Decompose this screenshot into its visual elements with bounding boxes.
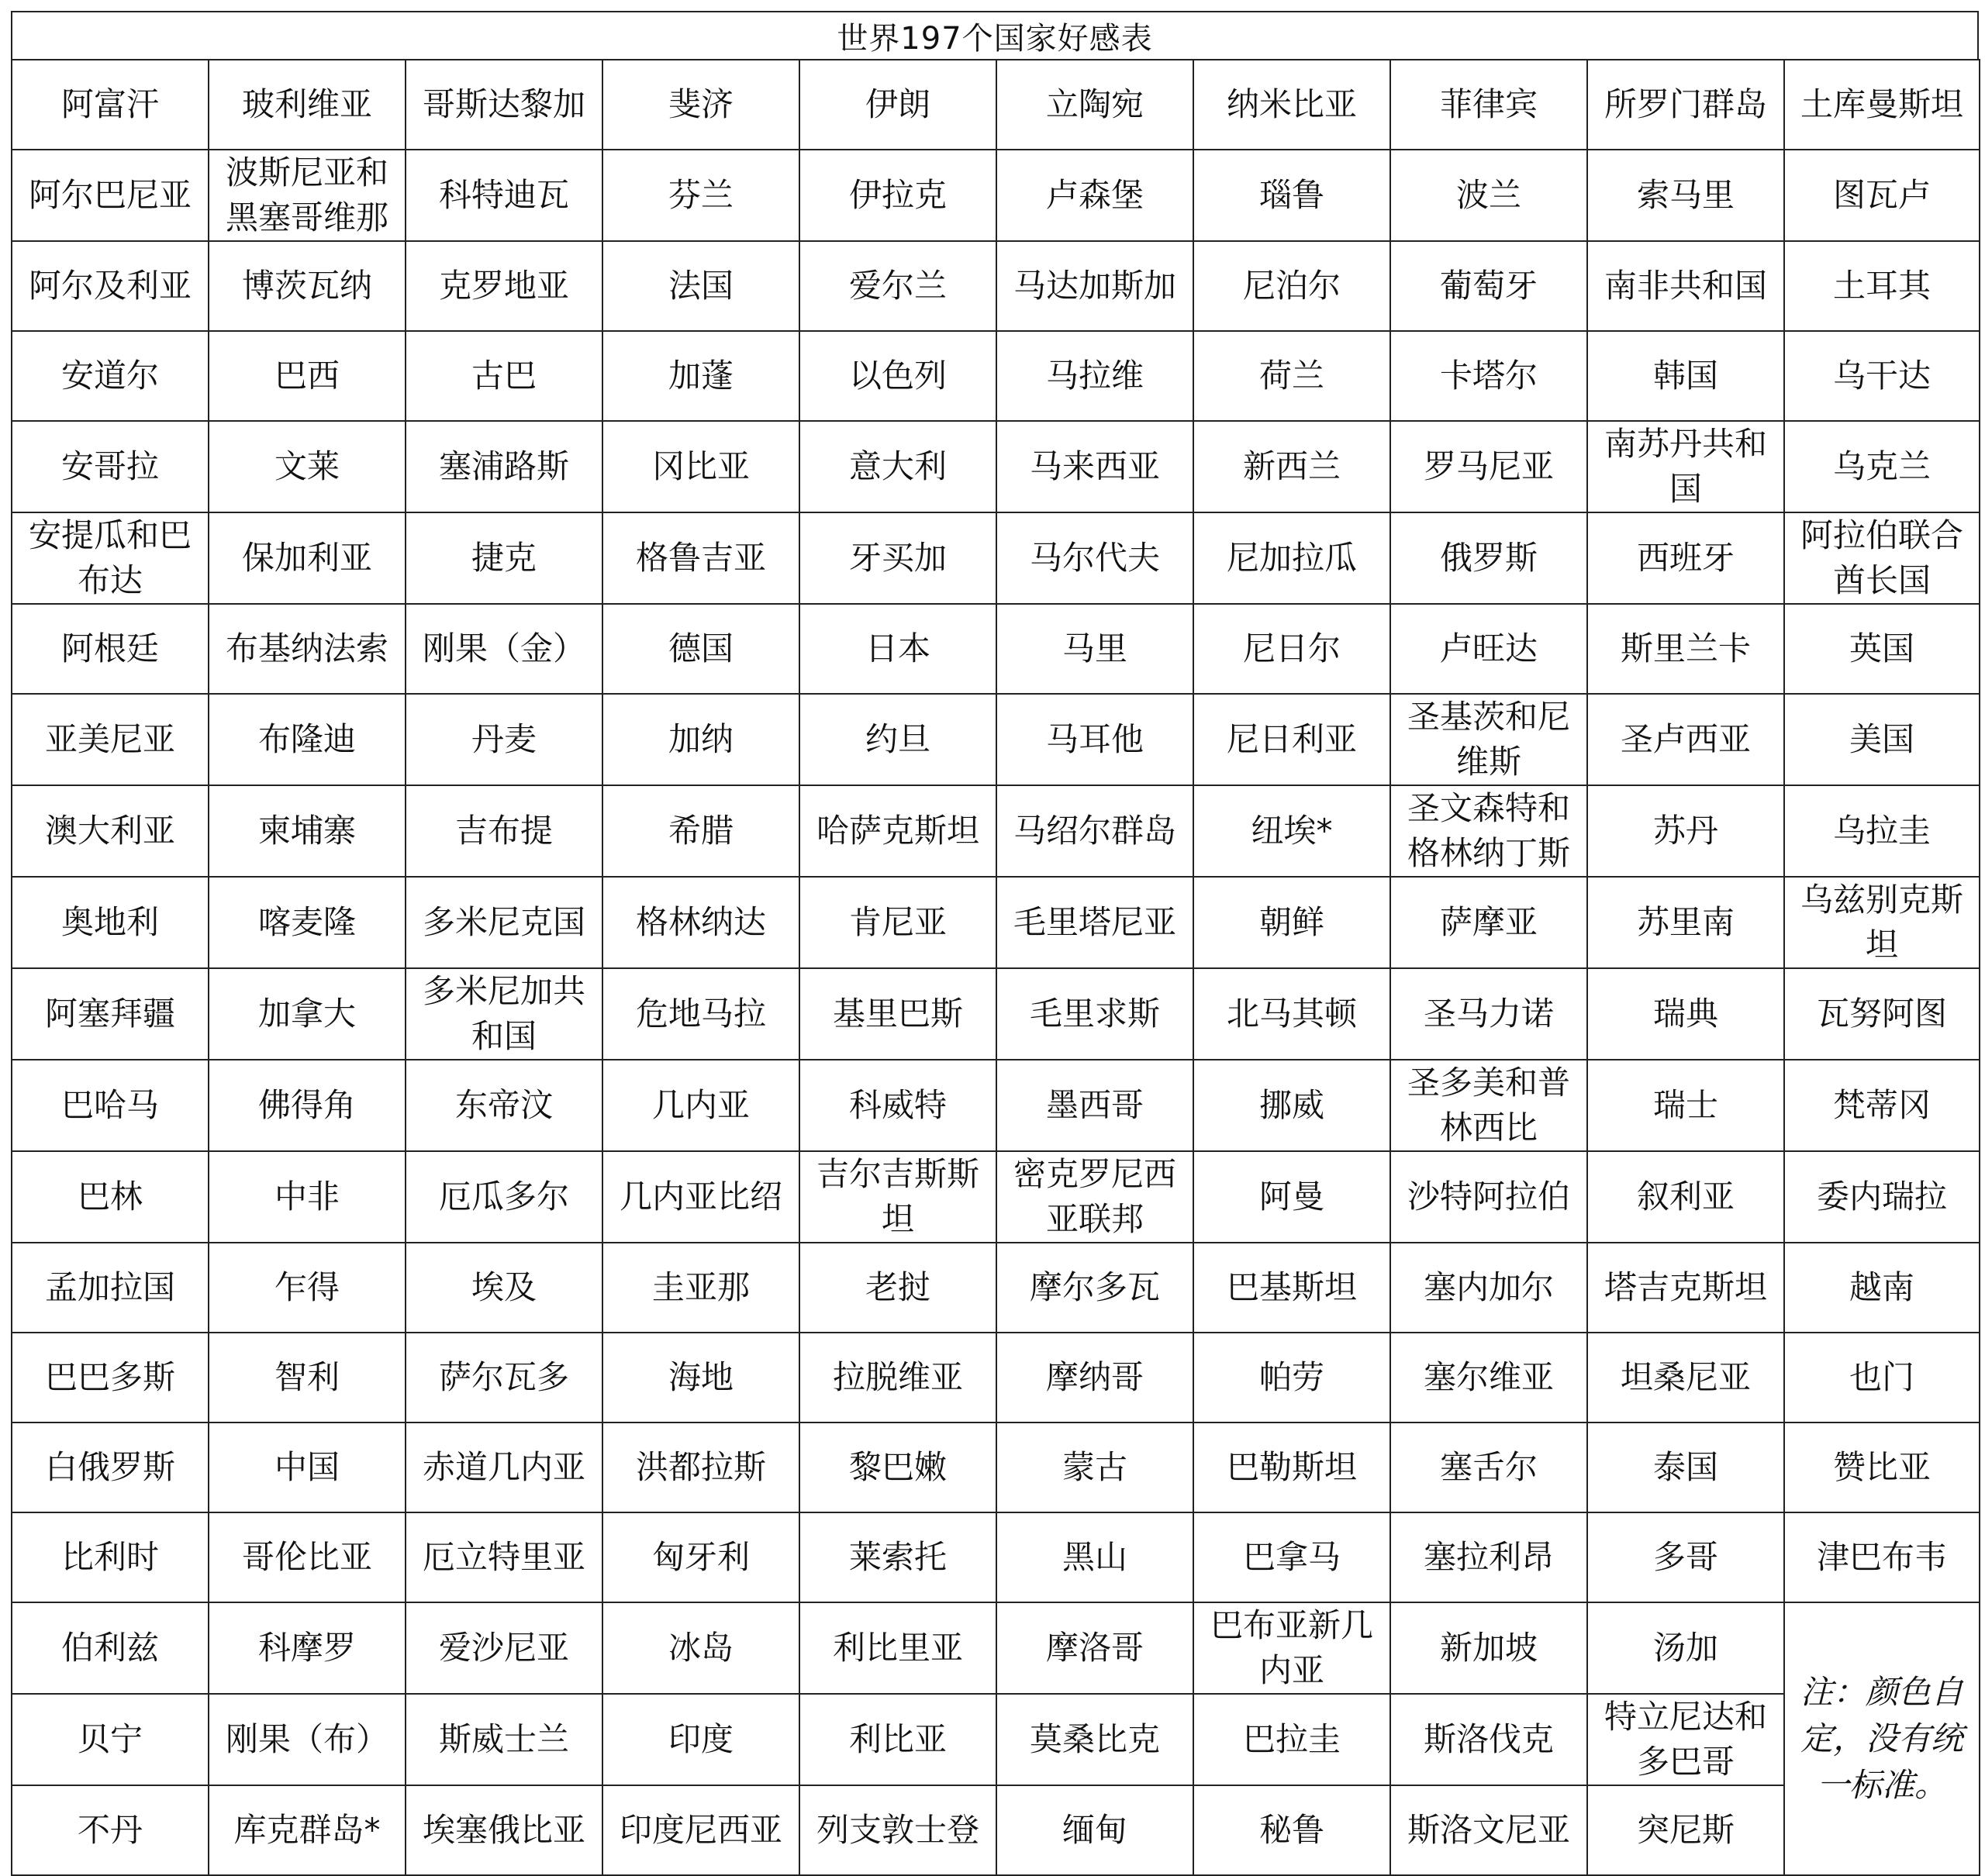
country-cell: 匈牙利	[602, 1512, 799, 1602]
country-cell: 土库曼斯坦	[1784, 60, 1980, 150]
country-cell: 圣基茨和尼维斯	[1390, 694, 1587, 785]
country-cell: 瓦努阿图	[1784, 968, 1980, 1060]
country-cell: 日本	[799, 604, 996, 694]
country-cell: 贝宁	[12, 1694, 209, 1785]
country-cell: 文莱	[209, 421, 406, 512]
country-cell: 波兰	[1390, 150, 1587, 241]
country-cell: 黎巴嫩	[799, 1423, 996, 1512]
country-cell: 加纳	[602, 694, 799, 785]
country-cell: 危地马拉	[602, 968, 799, 1060]
country-cell: 几内亚	[602, 1060, 799, 1151]
country-cell: 中国	[209, 1423, 406, 1512]
country-cell: 印度尼西亚	[602, 1785, 799, 1875]
country-cell: 墨西哥	[996, 1060, 1193, 1151]
country-table	[11, 59, 1980, 1876]
country-cell: 吉尔吉斯斯坦	[799, 1151, 996, 1243]
country-cell: 新西兰	[1193, 421, 1390, 512]
country-cell: 博茨瓦纳	[209, 241, 406, 331]
country-cell: 列支敦士登	[799, 1785, 996, 1875]
country-cell: 古巴	[406, 331, 602, 421]
country-cell: 南非共和国	[1587, 241, 1784, 331]
country-cell: 伊朗	[799, 60, 996, 150]
table-row	[12, 60, 1980, 150]
country-cell: 安哥拉	[12, 421, 209, 512]
table-row	[12, 785, 1980, 877]
country-cell: 马尔代夫	[996, 512, 1193, 604]
country-cell: 尼日尔	[1193, 604, 1390, 694]
country-cell: 柬埔寨	[209, 785, 406, 877]
favorability-sheet	[11, 11, 1979, 1868]
country-cell: 赤道几内亚	[406, 1423, 602, 1512]
country-cell: 克罗地亚	[406, 241, 602, 331]
table-row	[12, 604, 1980, 694]
country-cell: 乌干达	[1784, 331, 1980, 421]
country-cell: 佛得角	[209, 1060, 406, 1151]
country-cell: 葡萄牙	[1390, 241, 1587, 331]
country-cell: 马耳他	[996, 694, 1193, 785]
country-cell: 立陶宛	[996, 60, 1193, 150]
table-row	[12, 1602, 1980, 1694]
country-cell: 阿曼	[1193, 1151, 1390, 1243]
table-row	[12, 877, 1980, 968]
country-cell: 中非	[209, 1151, 406, 1243]
country-cell: 奥地利	[12, 877, 209, 968]
table-row	[12, 968, 1980, 1060]
country-cell: 塞内加尔	[1390, 1243, 1587, 1333]
country-cell: 吉布提	[406, 785, 602, 877]
country-cell: 萨摩亚	[1390, 877, 1587, 968]
country-cell: 卢旺达	[1390, 604, 1587, 694]
country-cell: 比利时	[12, 1512, 209, 1602]
country-cell: 格林纳达	[602, 877, 799, 968]
table-row	[12, 1694, 1980, 1785]
country-cell: 摩尔多瓦	[996, 1243, 1193, 1333]
table-row	[12, 421, 1980, 512]
country-cell: 科威特	[799, 1060, 996, 1151]
table-row	[12, 694, 1980, 785]
country-cell: 马拉维	[996, 331, 1193, 421]
country-cell: 阿塞拜疆	[12, 968, 209, 1060]
country-cell: 帕劳	[1193, 1333, 1390, 1423]
country-cell: 坦桑尼亚	[1587, 1333, 1784, 1423]
country-cell: 卢森堡	[996, 150, 1193, 241]
country-cell: 布隆迪	[209, 694, 406, 785]
country-cell: 缅甸	[996, 1785, 1193, 1875]
country-cell: 丹麦	[406, 694, 602, 785]
country-cell: 苏丹	[1587, 785, 1784, 877]
table-row	[12, 512, 1980, 604]
country-cell: 乌克兰	[1784, 421, 1980, 512]
country-cell: 图瓦卢	[1784, 150, 1980, 241]
country-cell: 多米尼加共和国	[406, 968, 602, 1060]
country-cell: 安道尔	[12, 331, 209, 421]
country-cell: 刚果（金）	[406, 604, 602, 694]
table-row	[12, 1785, 1980, 1875]
country-cell: 秘鲁	[1193, 1785, 1390, 1875]
country-cell: 印度	[602, 1694, 799, 1785]
country-cell: 黑山	[996, 1512, 1193, 1602]
country-cell: 土耳其	[1784, 241, 1980, 331]
country-cell: 圣多美和普林西比	[1390, 1060, 1587, 1151]
country-cell: 瑙鲁	[1193, 150, 1390, 241]
country-cell: 爱尔兰	[799, 241, 996, 331]
country-cell: 希腊	[602, 785, 799, 877]
country-cell: 布基纳法索	[209, 604, 406, 694]
country-cell: 捷克	[406, 512, 602, 604]
country-cell: 意大利	[799, 421, 996, 512]
country-cell: 伯利兹	[12, 1602, 209, 1694]
country-cell: 东帝汶	[406, 1060, 602, 1151]
country-cell: 菲律宾	[1390, 60, 1587, 150]
country-cell: 西班牙	[1587, 512, 1784, 604]
country-cell: 尼泊尔	[1193, 241, 1390, 331]
country-cell: 马来西亚	[996, 421, 1193, 512]
country-cell: 萨尔瓦多	[406, 1333, 602, 1423]
table-row	[12, 1060, 1980, 1151]
country-cell: 库克群岛*	[209, 1785, 406, 1875]
country-cell: 马里	[996, 604, 1193, 694]
country-cell: 英国	[1784, 604, 1980, 694]
country-cell: 南苏丹共和国	[1587, 421, 1784, 512]
country-cell: 越南	[1784, 1243, 1980, 1333]
country-cell: 尼日利亚	[1193, 694, 1390, 785]
country-cell: 韩国	[1587, 331, 1784, 421]
country-cell: 卡塔尔	[1390, 331, 1587, 421]
country-cell: 伊拉克	[799, 150, 996, 241]
country-cell: 巴哈马	[12, 1060, 209, 1151]
country-cell: 圣卢西亚	[1587, 694, 1784, 785]
country-cell: 北马其顿	[1193, 968, 1390, 1060]
country-cell: 所罗门群岛	[1587, 60, 1784, 150]
country-cell: 阿尔及利亚	[12, 241, 209, 331]
country-cell: 哈萨克斯坦	[799, 785, 996, 877]
table-row	[12, 1151, 1980, 1243]
country-cell: 保加利亚	[209, 512, 406, 604]
country-cell: 巴拿马	[1193, 1512, 1390, 1602]
country-cell: 智利	[209, 1333, 406, 1423]
country-cell: 加蓬	[602, 331, 799, 421]
country-cell: 安提瓜和巴布达	[12, 512, 209, 604]
country-cell: 阿尔巴尼亚	[12, 150, 209, 241]
country-cell: 塞尔维亚	[1390, 1333, 1587, 1423]
country-cell: 阿拉伯联合酋长国	[1784, 512, 1980, 604]
table-title: 世界197个国家好感表	[11, 11, 1979, 59]
country-cell: 澳大利亚	[12, 785, 209, 877]
country-cell: 洪都拉斯	[602, 1423, 799, 1512]
country-cell: 斐济	[602, 60, 799, 150]
country-cell: 哥斯达黎加	[406, 60, 602, 150]
note-cell: 注：颜色自定，没有统一标准。	[1784, 1602, 1980, 1875]
country-cell: 老挝	[799, 1243, 996, 1333]
country-cell: 基里巴斯	[799, 968, 996, 1060]
country-cell: 喀麦隆	[209, 877, 406, 968]
country-cell: 圭亚那	[602, 1243, 799, 1333]
country-cell: 塞拉利昂	[1390, 1512, 1587, 1602]
country-cell: 沙特阿拉伯	[1390, 1151, 1587, 1243]
country-cell: 芬兰	[602, 150, 799, 241]
country-cell: 埃及	[406, 1243, 602, 1333]
country-cell: 巴林	[12, 1151, 209, 1243]
country-cell: 塔吉克斯坦	[1587, 1243, 1784, 1333]
country-cell: 几内亚比绍	[602, 1151, 799, 1243]
country-cell: 摩洛哥	[996, 1602, 1193, 1694]
country-cell: 津巴布韦	[1784, 1512, 1980, 1602]
country-cell: 白俄罗斯	[12, 1423, 209, 1512]
country-cell: 爱沙尼亚	[406, 1602, 602, 1694]
country-cell: 利比亚	[799, 1694, 996, 1785]
country-cell: 斯威士兰	[406, 1694, 602, 1785]
country-cell: 毛里求斯	[996, 968, 1193, 1060]
country-cell: 孟加拉国	[12, 1243, 209, 1333]
country-cell: 巴布亚新几内亚	[1193, 1602, 1390, 1694]
country-cell: 巴西	[209, 331, 406, 421]
country-cell: 利比里亚	[799, 1602, 996, 1694]
country-cell: 约旦	[799, 694, 996, 785]
country-cell: 巴基斯坦	[1193, 1243, 1390, 1333]
country-cell: 科特迪瓦	[406, 150, 602, 241]
country-cell: 巴拉圭	[1193, 1694, 1390, 1785]
country-cell: 俄罗斯	[1390, 512, 1587, 604]
country-cell: 瑞典	[1587, 968, 1784, 1060]
country-cell: 美国	[1784, 694, 1980, 785]
country-cell: 叙利亚	[1587, 1151, 1784, 1243]
country-cell: 亚美尼亚	[12, 694, 209, 785]
country-cell: 特立尼达和多巴哥	[1587, 1694, 1784, 1785]
country-cell: 蒙古	[996, 1423, 1193, 1512]
country-cell: 索马里	[1587, 150, 1784, 241]
country-cell: 哥伦比亚	[209, 1512, 406, 1602]
country-cell: 突尼斯	[1587, 1785, 1784, 1875]
country-cell: 阿根廷	[12, 604, 209, 694]
country-cell: 法国	[602, 241, 799, 331]
country-cell: 格鲁吉亚	[602, 512, 799, 604]
country-cell: 乍得	[209, 1243, 406, 1333]
country-cell: 牙买加	[799, 512, 996, 604]
country-cell: 苏里南	[1587, 877, 1784, 968]
country-cell: 纽埃*	[1193, 785, 1390, 877]
country-cell: 莱索托	[799, 1512, 996, 1602]
country-cell: 瑞士	[1587, 1060, 1784, 1151]
country-cell: 挪威	[1193, 1060, 1390, 1151]
country-cell: 赞比亚	[1784, 1423, 1980, 1512]
country-cell: 莫桑比克	[996, 1694, 1193, 1785]
country-cell: 科摩罗	[209, 1602, 406, 1694]
table-row	[12, 150, 1980, 241]
country-cell: 玻利维亚	[209, 60, 406, 150]
country-cell: 圣文森特和格林纳丁斯	[1390, 785, 1587, 877]
country-cell: 纳米比亚	[1193, 60, 1390, 150]
country-cell: 加拿大	[209, 968, 406, 1060]
country-cell: 斯里兰卡	[1587, 604, 1784, 694]
country-cell: 厄立特里亚	[406, 1512, 602, 1602]
table-row	[12, 1423, 1980, 1512]
country-cell: 委内瑞拉	[1784, 1151, 1980, 1243]
country-cell: 斯洛伐克	[1390, 1694, 1587, 1785]
country-cell: 泰国	[1587, 1423, 1784, 1512]
country-cell: 阿富汗	[12, 60, 209, 150]
country-cell: 德国	[602, 604, 799, 694]
country-cell: 刚果（布）	[209, 1694, 406, 1785]
country-cell: 荷兰	[1193, 331, 1390, 421]
country-cell: 以色列	[799, 331, 996, 421]
country-cell: 塞浦路斯	[406, 421, 602, 512]
country-cell: 乌拉圭	[1784, 785, 1980, 877]
country-cell: 波斯尼亚和黑塞哥维那	[209, 150, 406, 241]
country-cell: 圣马力诺	[1390, 968, 1587, 1060]
country-cell: 毛里塔尼亚	[996, 877, 1193, 968]
country-cell: 海地	[602, 1333, 799, 1423]
country-cell: 厄瓜多尔	[406, 1151, 602, 1243]
country-cell: 朝鲜	[1193, 877, 1390, 968]
country-cell: 多哥	[1587, 1512, 1784, 1602]
country-cell: 不丹	[12, 1785, 209, 1875]
country-cell: 密克罗尼西亚联邦	[996, 1151, 1193, 1243]
table-row	[12, 1512, 1980, 1602]
country-cell: 多米尼克国	[406, 877, 602, 968]
country-cell: 拉脱维亚	[799, 1333, 996, 1423]
country-cell: 马达加斯加	[996, 241, 1193, 331]
country-cell: 塞舌尔	[1390, 1423, 1587, 1512]
table-row	[12, 1333, 1980, 1423]
country-cell: 梵蒂冈	[1784, 1060, 1980, 1151]
country-cell: 乌兹别克斯坦	[1784, 877, 1980, 968]
country-cell: 肯尼亚	[799, 877, 996, 968]
table-row	[12, 1243, 1980, 1333]
table-row	[12, 241, 1980, 331]
country-cell: 马绍尔群岛	[996, 785, 1193, 877]
country-cell: 尼加拉瓜	[1193, 512, 1390, 604]
country-cell: 汤加	[1587, 1602, 1784, 1694]
country-cell: 埃塞俄比亚	[406, 1785, 602, 1875]
country-cell: 新加坡	[1390, 1602, 1587, 1694]
table-row	[12, 331, 1980, 421]
country-cell: 摩纳哥	[996, 1333, 1193, 1423]
country-cell: 巴巴多斯	[12, 1333, 209, 1423]
country-cell: 罗马尼亚	[1390, 421, 1587, 512]
country-cell: 斯洛文尼亚	[1390, 1785, 1587, 1875]
country-cell: 也门	[1784, 1333, 1980, 1423]
country-cell: 冈比亚	[602, 421, 799, 512]
country-cell: 冰岛	[602, 1602, 799, 1694]
country-cell: 巴勒斯坦	[1193, 1423, 1390, 1512]
